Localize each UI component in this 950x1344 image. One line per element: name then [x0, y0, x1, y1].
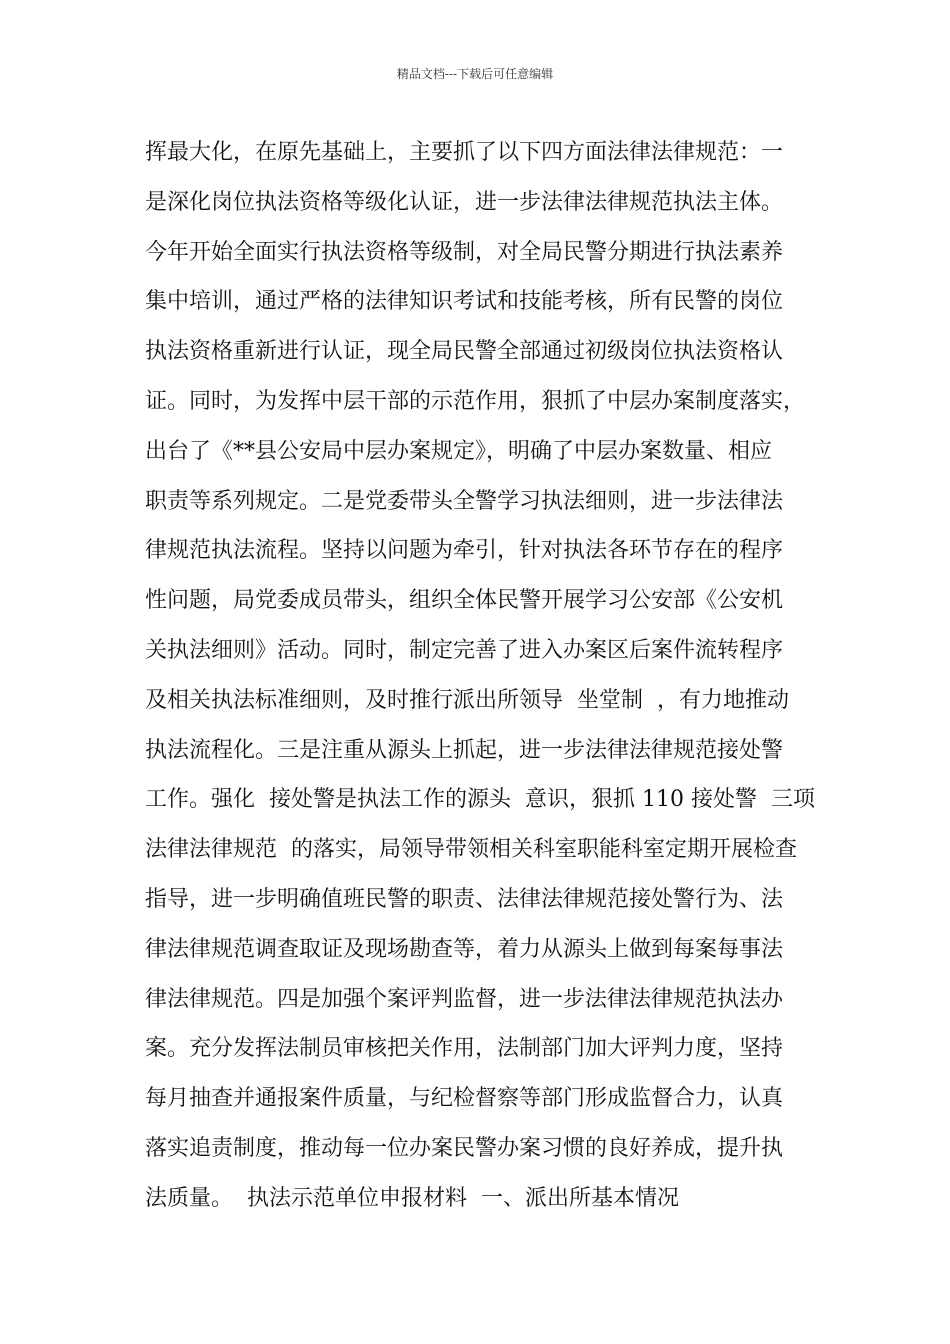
text-line: 及相关执法标准细则，及时推行派出所领导 坐堂制 ，有力地推动 — [145, 687, 789, 713]
text-line: 职责等系列规定。二是党委带头全警学习执法细则，进一步法律法 — [145, 488, 784, 514]
text-line: 集中培训，通过严格的法律知识考试和技能考核，所有民警的岗位 — [145, 289, 784, 315]
text-line: 证。同时，为发挥中层干部的示范作用，狠抓了中层办案制度落实， — [145, 388, 806, 414]
text-line: 律法律规范调查取证及现场勘查等，着力从源头上做到每案每事法 — [145, 936, 784, 962]
page-header: 精品文档---下载后可任意编辑 — [396, 67, 554, 81]
text-line: 今年开始全面实行执法资格等级制，对全局民警分期进行执法素养 — [145, 239, 784, 265]
text-line: 关执法细则》活动。同时，制定完善了进入办案区后案件流转程序 — [145, 637, 784, 663]
text-line: 指导，进一步明确值班民警的职责、法律法律规范接处警行为、法 — [145, 886, 784, 912]
body-text — [145, 128, 845, 1224]
text-line: 律法律规范。四是加强个案评判监督，进一步法律法律规范执法办 — [145, 986, 784, 1012]
text-line: 执法资格重新进行认证，现全局民警全部通过初级岗位执法资格认 — [145, 339, 784, 365]
text-line: 执法流程化。三是注重从源头上抓起，进一步法律法律规范接处警 — [145, 737, 784, 763]
text-line: 挥最大化，在原先基础上，主要抓了以下四方面法律法律规范：一 — [145, 140, 784, 165]
text-line: 法律法律规范 的落实，局领导带领相关科室职能科室定期开展检查 — [145, 837, 797, 863]
text-line: 是深化岗位执法资格等级化认证，进一步法律法律规范执法主体。 — [145, 189, 784, 215]
text-line: 法质量。 执法示范单位申报材料 一、派出所基本情况 — [145, 1185, 679, 1211]
text-line: 性问题，局党委成员带头，组织全体民警开展学习公安部《公安机 — [145, 588, 784, 614]
text-line: 工作。强化 接处警是执法工作的源头 意识，狠抓 110 接处警 三项 — [145, 787, 815, 813]
text-line: 落实追责制度，推动每一位办案民警办案习惯的良好养成，提升执 — [145, 1135, 784, 1161]
text-line: 出台了《**县公安局中层办案规定》，明确了中层办案数量、相应 — [145, 438, 773, 464]
text-line: 案。充分发挥法制员审核把关作用，法制部门加大评判力度，坚持 — [145, 1036, 784, 1062]
text-line: 律规范执法流程。坚持以问题为牵引，针对执法各环节存在的程序 — [145, 538, 784, 564]
text-line: 每月抽查并通报案件质量，与纪检督察等部门形成监督合力，认真 — [145, 1086, 784, 1112]
